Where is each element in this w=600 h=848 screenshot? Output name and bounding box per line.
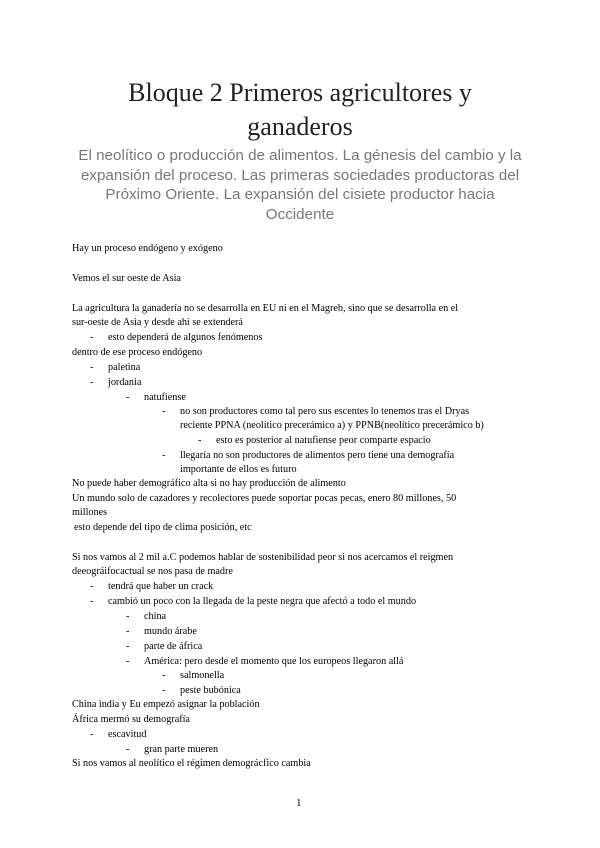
paragraph: Si nos vamos al 2 mil a.C podemos hablar de sostenibilidad peor si nos acercamos el reigmen — [72, 552, 454, 563]
bullet-item: mundo árabe — [144, 626, 197, 637]
bullet-item: no son productores como tal pero sus escentes lo tenemos tras el Dryas — [180, 406, 470, 417]
bullet-item: natufiense — [144, 392, 186, 403]
bullet-item: esto es posterior al natufiense peor comparte espacio — [216, 435, 431, 446]
paragraph: sur-oeste de Asia y desde ahí se extenderá — [72, 317, 243, 328]
bullet-dash: - — [126, 626, 130, 637]
bullet-dash: - — [126, 392, 130, 403]
paragraph: La agricultura la ganadería no se desarrolla en EU ni en el Magreb, sino que se desarrolla en el — [72, 303, 459, 314]
page-title: Bloque 2 Primeros agricultores y ganaderos — [128, 78, 472, 141]
paragraph: Un mundo solo de cazadores y recolectores puede soportar pocas pecas, enero 80 millones, 50 — [72, 493, 457, 504]
paragraph: China india y Eu empezó asignar la población — [72, 699, 260, 710]
bullet-dash: - — [90, 332, 94, 343]
paragraph: Vemos el sur oeste de Asia — [72, 273, 181, 284]
paragraph: deeográifocactual se nos pasa de madre — [72, 566, 233, 577]
bullet-dash: - — [90, 362, 94, 373]
bullet-dash: - — [90, 596, 94, 607]
bullet-item-continuation: importante de ellos es futuro — [180, 464, 297, 475]
page-subtitle: El neolítico o producción de alimentos. La génesis del cambio y la expansión del proceso. Las primeras sociedades productoras del Próximo Oriente. La expansión del cisiete productor hacia Occidente — [78, 147, 522, 223]
bullet-item: parte de áfrica — [144, 641, 203, 652]
bullet-dash: - — [162, 670, 166, 681]
bullet-dash: - — [126, 656, 130, 667]
page-number: 1 — [296, 797, 302, 809]
bullet-dash: - — [90, 581, 94, 592]
bullet-dash: - — [90, 377, 94, 388]
bullet-item: tendrá que haber un crack — [108, 581, 214, 592]
paragraph: millones — [72, 507, 108, 518]
bullet-item-continuation: reciente PPNA (neolítico precerámico a) y PPNB(neolítico precerámico b) — [180, 420, 484, 431]
paragraph: Hay un proceso endógeno y exógeno — [72, 243, 223, 254]
bullet-dash: - — [162, 406, 166, 417]
bullet-item: llegaría no son productores de alimentos pero tiene una demografía — [180, 450, 455, 461]
bullet-dash: - — [162, 450, 166, 461]
bullet-item: china — [144, 611, 167, 622]
bullet-item: paletina — [108, 362, 141, 373]
bullet-item: peste bubónica — [180, 685, 241, 696]
bullet-item: América: pero desde el momento que los europeos llegaron allá — [144, 656, 404, 667]
paragraph: Si nos vamos al neolítico el régimen demográcfico cambia — [72, 758, 311, 769]
bullet-dash: - — [126, 744, 130, 755]
bullet-dash: - — [162, 685, 166, 696]
bullet-item: salmonella — [180, 670, 225, 681]
bullet-item: esto dependerá de algunos fenómenos — [108, 332, 263, 343]
paragraph: África mermó su demografía — [72, 714, 190, 725]
bullet-dash: - — [90, 729, 94, 740]
bullet-dash: - — [198, 435, 202, 446]
paragraph: No puede haber demográfico alta si no hay producción de alimento — [72, 478, 346, 489]
paragraph: dentro de ese proceso endógeno — [72, 347, 203, 358]
bullet-item: gran parte mueren — [144, 744, 219, 755]
paragraph: esto depende del tipo de clima posición, etc — [74, 522, 252, 533]
bullet-item: jordania — [108, 377, 142, 388]
bullet-dash: - — [126, 641, 130, 652]
bullet-dash: - — [126, 611, 130, 622]
bullet-item: escavitud — [108, 729, 147, 740]
bullet-item: cambió un poco con la llegada de la peste negra que afectó a todo el mundo — [108, 596, 417, 607]
